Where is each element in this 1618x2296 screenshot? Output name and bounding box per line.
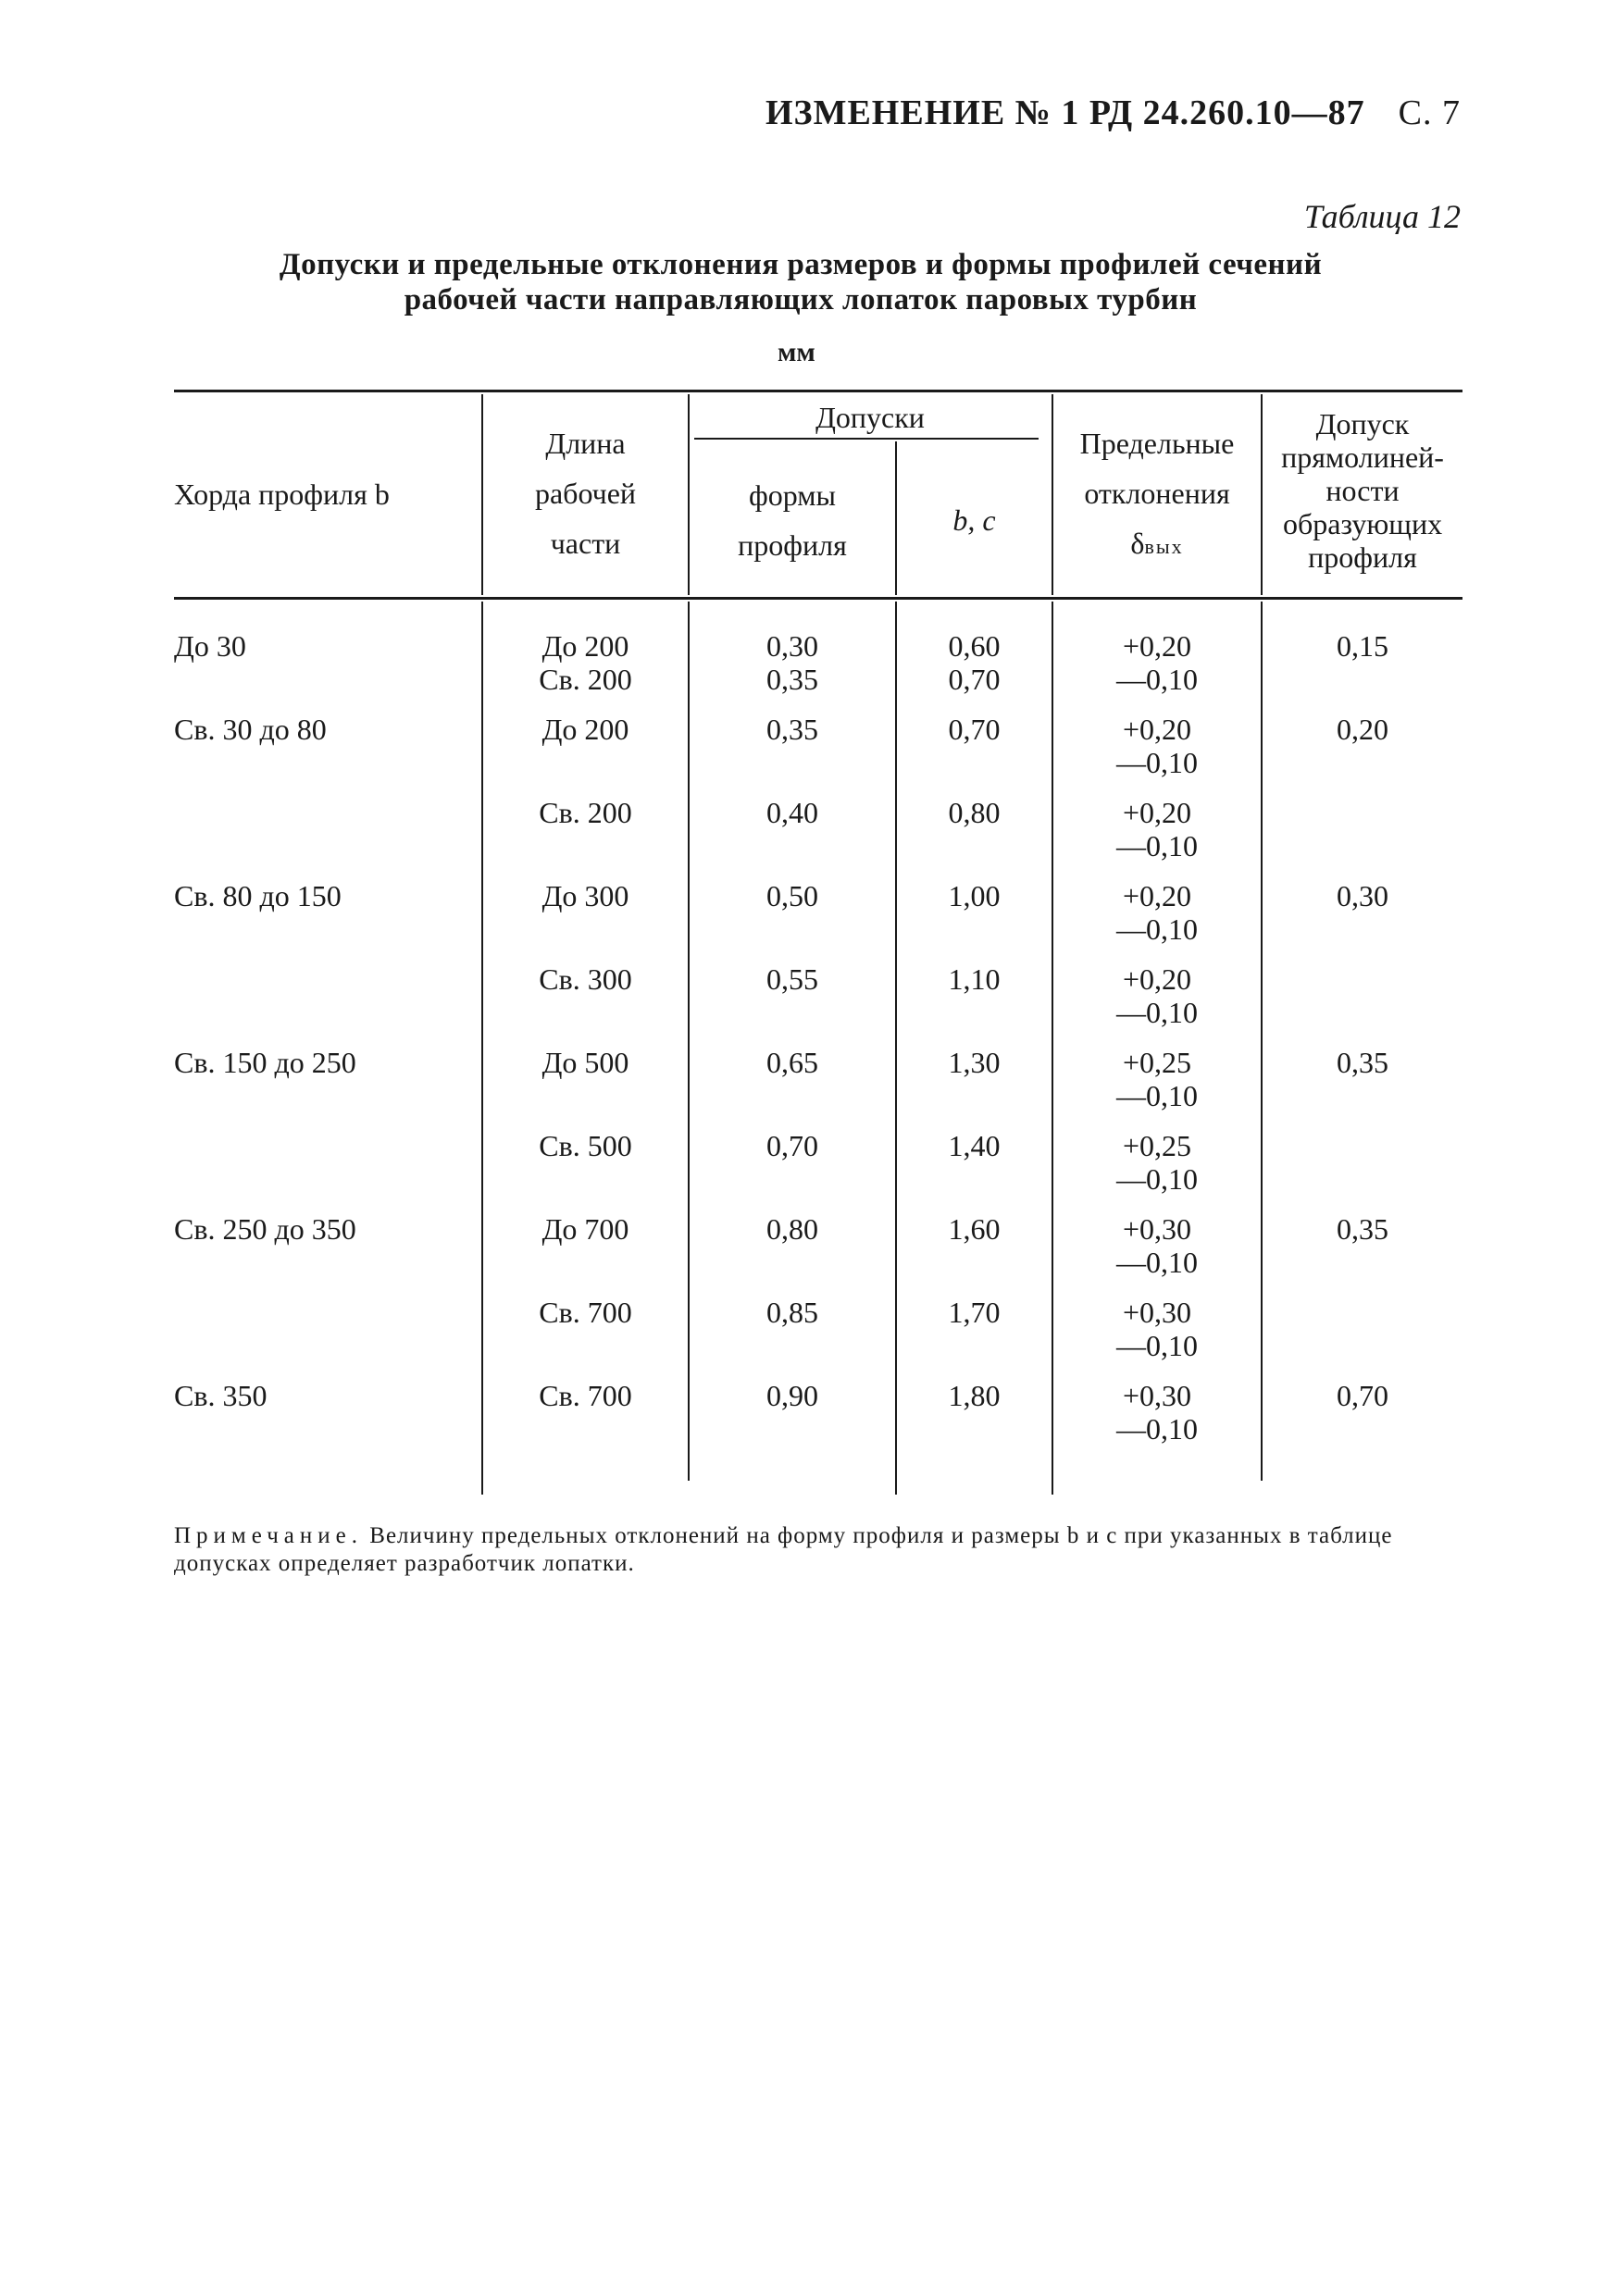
cell-bc: 1,80 bbox=[948, 1379, 1001, 1412]
cell-deviation-upper: +0,30 bbox=[1122, 1212, 1192, 1246]
cell-length: До 500 bbox=[541, 1046, 629, 1079]
cell-deviation-lower: —0,10 bbox=[1116, 663, 1198, 696]
cell-chord: Св. 350 bbox=[174, 1379, 268, 1412]
header-line: Предельные bbox=[1079, 427, 1235, 460]
header-line: профиля bbox=[738, 528, 847, 562]
cell-form: 0,90 bbox=[766, 1379, 818, 1412]
table-header-rule bbox=[174, 597, 1462, 600]
header-line: части bbox=[550, 527, 621, 560]
cell-bc: 0,70 bbox=[948, 713, 1001, 746]
column-header-form bbox=[690, 470, 895, 570]
header-line: образующих bbox=[1282, 507, 1443, 540]
cell-deviation-upper: +0,20 bbox=[1122, 796, 1192, 829]
cell-chord: Св. 30 до 80 bbox=[174, 713, 327, 746]
cell-deviation-upper: +0,30 bbox=[1122, 1379, 1192, 1412]
cell-length: Св. 700 bbox=[539, 1296, 632, 1329]
header-line: Допуск bbox=[1315, 407, 1410, 441]
cell-length: Св. 500 bbox=[539, 1129, 632, 1162]
cell-deviation-upper: +0,30 bbox=[1122, 1296, 1192, 1329]
column-header-chord: Хорда профиля b bbox=[174, 478, 390, 511]
note-lead: Примечание. bbox=[174, 1523, 364, 1548]
header-line: прямолиней- bbox=[1281, 441, 1444, 474]
cell-form: 0,80 bbox=[766, 1212, 818, 1246]
cell-form: 0,85 bbox=[766, 1296, 818, 1329]
header-line: отклонения bbox=[1084, 477, 1230, 510]
cell-deviation-lower: —0,10 bbox=[1116, 1412, 1198, 1446]
header-line bbox=[1053, 518, 1261, 572]
header-line: рабочей bbox=[534, 477, 637, 510]
cell-straightness: 0,70 bbox=[1337, 1379, 1388, 1412]
cell-form: 0,50 bbox=[766, 879, 818, 912]
page-number: С. 7 bbox=[1398, 93, 1461, 132]
cell-bc: 1,10 bbox=[948, 962, 1001, 996]
cell-straightness: 0,20 bbox=[1337, 713, 1388, 746]
cell-form: 0,40 bbox=[766, 796, 818, 829]
cell-length: До 700 bbox=[541, 1212, 629, 1246]
cell-chord: Св. 80 до 150 bbox=[174, 879, 342, 912]
cell-deviation-lower: —0,10 bbox=[1116, 996, 1198, 1029]
units-label: мм bbox=[778, 337, 815, 367]
cell-bc: 0,60 bbox=[948, 629, 1001, 663]
cell-chord: До 30 bbox=[174, 629, 246, 663]
cell-chord: Св. 150 до 250 bbox=[174, 1046, 356, 1079]
page-header bbox=[765, 93, 1461, 133]
cell-bc: 0,80 bbox=[948, 796, 1001, 829]
table-label: Таблица 12 bbox=[1303, 198, 1461, 235]
cell-form: 0,35 bbox=[766, 663, 818, 696]
cell-form: 0,35 bbox=[766, 713, 818, 746]
document-title: ИЗМЕНЕНИЕ № 1 РД 24.260.10—87 bbox=[765, 93, 1365, 132]
cell-length: До 300 bbox=[541, 879, 629, 912]
cell-deviation-upper: +0,20 bbox=[1122, 879, 1192, 912]
cell-straightness: 0,35 bbox=[1337, 1212, 1388, 1246]
cell-chord: Св. 250 до 350 bbox=[174, 1212, 356, 1246]
delta-symbol: δ bbox=[1130, 527, 1145, 560]
cell-bc: 1,00 bbox=[948, 879, 1001, 912]
cell-straightness: 0,35 bbox=[1337, 1046, 1388, 1079]
header-line: ности bbox=[1326, 474, 1400, 507]
cell-length: Св. 300 bbox=[539, 962, 632, 996]
column-header-tolerances: Допуски bbox=[815, 401, 925, 434]
column-header-deviations bbox=[1053, 418, 1261, 572]
header-line: формы bbox=[749, 478, 836, 512]
column-header-bc: b, c bbox=[952, 503, 996, 537]
cell-form: 0,65 bbox=[766, 1046, 818, 1079]
cell-deviation-lower: —0,10 bbox=[1116, 746, 1198, 779]
cell-bc: 1,70 bbox=[948, 1296, 1001, 1329]
cell-form: 0,30 bbox=[766, 629, 818, 663]
cell-deviation-upper: +0,20 bbox=[1122, 713, 1192, 746]
cell-straightness: 0,15 bbox=[1337, 629, 1388, 663]
cell-length: До 200 bbox=[541, 629, 629, 663]
cell-deviation-lower: —0,10 bbox=[1116, 1079, 1198, 1112]
cell-deviation-lower: —0,10 bbox=[1116, 912, 1198, 946]
cell-length: До 200 bbox=[541, 713, 629, 746]
cell-length: Св. 200 bbox=[539, 663, 632, 696]
table-title-line-2: рабочей части направляющих лопаток паровых турбин bbox=[404, 283, 1198, 316]
cell-form: 0,70 bbox=[766, 1129, 818, 1162]
cell-deviation-lower: —0,10 bbox=[1116, 829, 1198, 863]
delta-subscript: вых bbox=[1144, 535, 1184, 558]
cell-deviation-upper: +0,20 bbox=[1122, 629, 1192, 663]
cell-deviation-upper: +0,20 bbox=[1122, 962, 1192, 996]
cell-bc: 1,40 bbox=[948, 1129, 1001, 1162]
cell-straightness: 0,30 bbox=[1337, 879, 1388, 912]
header-line: профиля bbox=[1308, 540, 1417, 574]
cell-deviation-upper: +0,25 bbox=[1122, 1046, 1192, 1079]
cell-deviation-upper: +0,25 bbox=[1122, 1129, 1192, 1162]
header-line: Длина bbox=[545, 427, 626, 460]
cell-bc: 1,30 bbox=[948, 1046, 1001, 1079]
cell-deviation-lower: —0,10 bbox=[1116, 1162, 1198, 1196]
column-header-straightness bbox=[1263, 407, 1462, 574]
cell-bc: 1,60 bbox=[948, 1212, 1001, 1246]
table-note bbox=[174, 1522, 1462, 1578]
note-text: Величину предельных отклонений на форму профиля и размеры b и c при указанных в таблице допусках определяет разработчик лопатки. bbox=[174, 1523, 1393, 1576]
cell-length: Св. 700 bbox=[539, 1379, 632, 1412]
cell-length: Св. 200 bbox=[539, 796, 632, 829]
table-top-rule bbox=[174, 390, 1462, 392]
column-header-length bbox=[483, 418, 688, 568]
cell-deviation-lower: —0,10 bbox=[1116, 1329, 1198, 1362]
table-title-line-1: Допуски и предельные отклонения размеров и формы профилей сечений bbox=[279, 248, 1323, 281]
cell-deviation-lower: —0,10 bbox=[1116, 1246, 1198, 1279]
cell-bc: 0,70 bbox=[948, 663, 1001, 696]
cell-form: 0,55 bbox=[766, 962, 818, 996]
